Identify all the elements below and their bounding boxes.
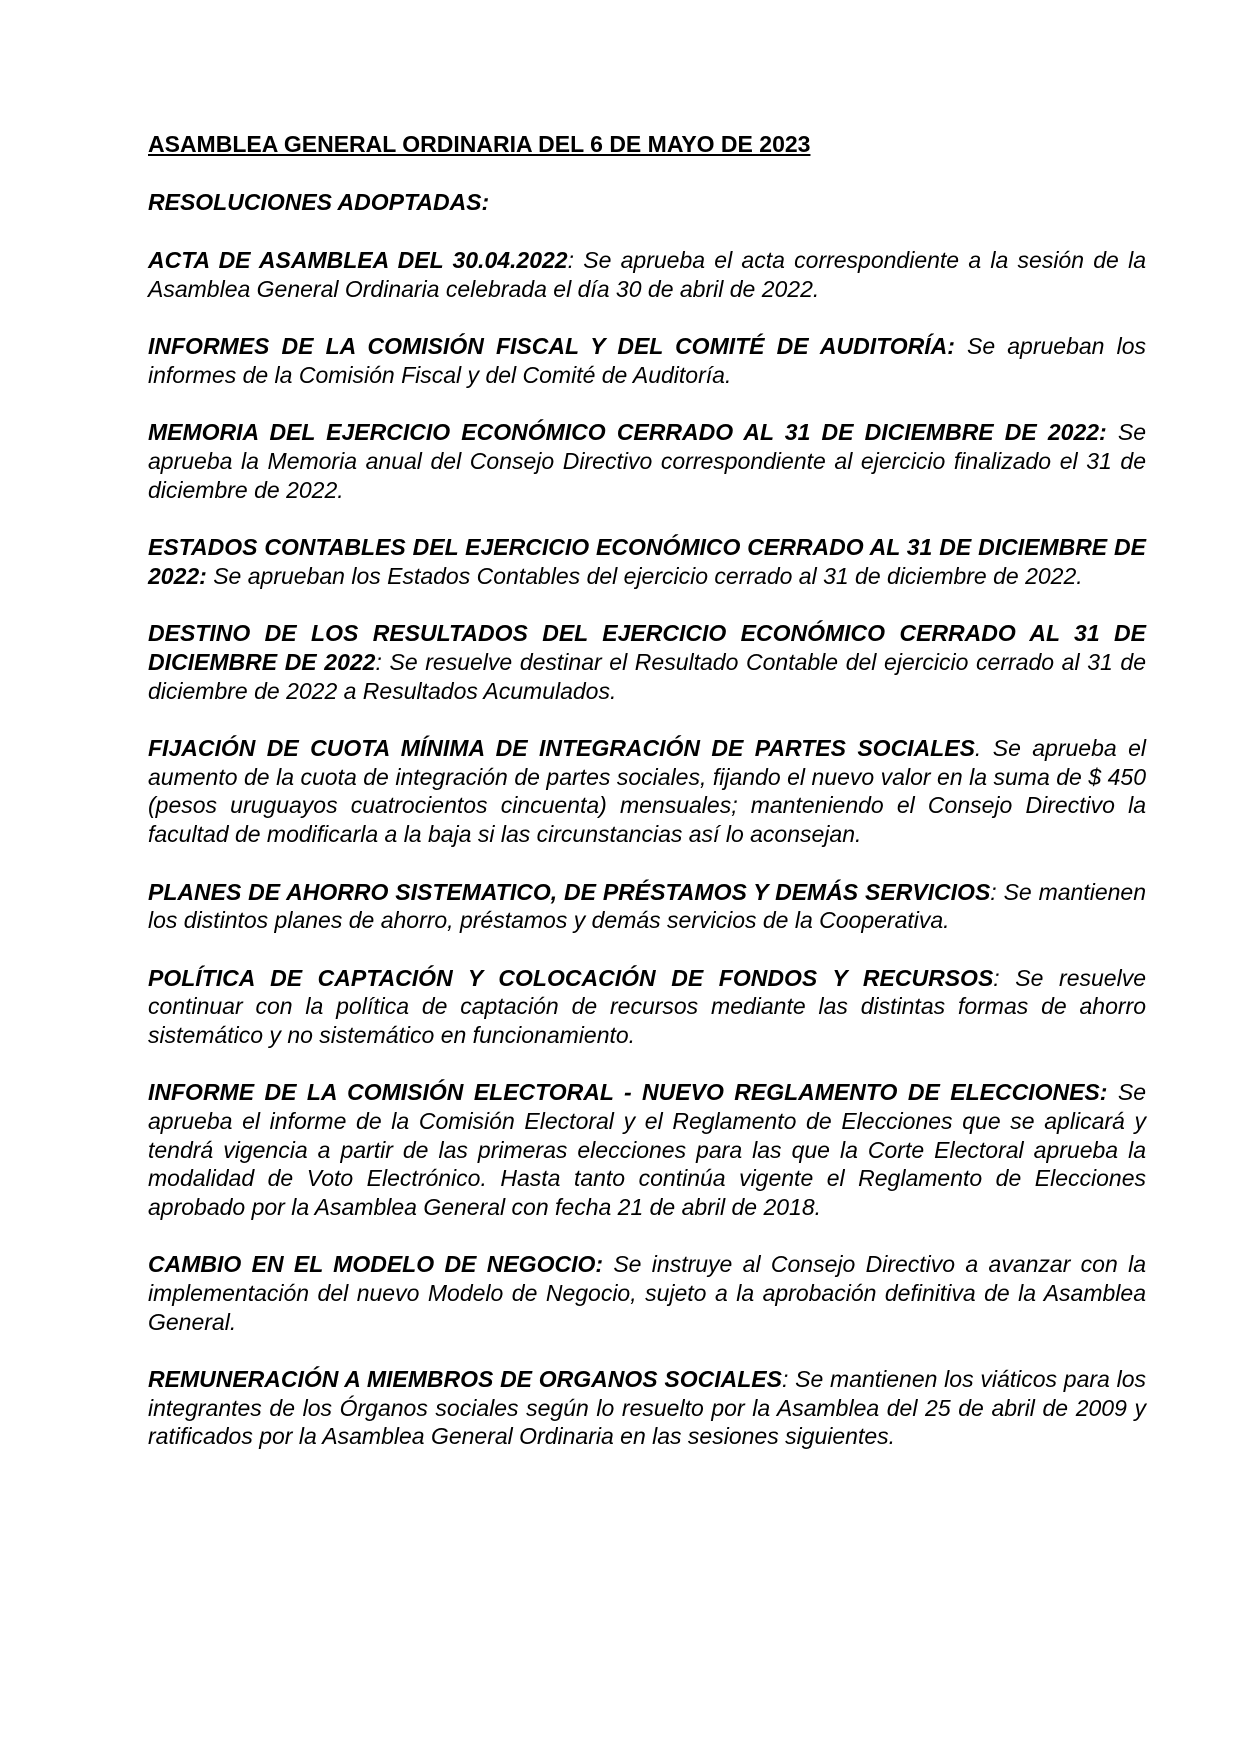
resolution-planes-ahorro: [148, 878, 1146, 935]
resolution-body: Se aprueban los Estados Contables del ejercicio cerrado al 31 de diciembre de 2022.: [206, 562, 1083, 589]
resolution-heading: REMUNERACIÓN A MIEMBROS DE ORGANOS SOCIALES: [148, 1366, 782, 1393]
resolution-memoria: [148, 418, 1146, 504]
resolution-comision-electoral: [148, 1078, 1146, 1221]
resolution-heading: INFORME DE LA COMISIÓN ELECTORAL - NUEVO REGLAMENTO DE ELECCIONES:: [148, 1079, 1108, 1106]
resolution-heading: ACTA DE ASAMBLEA DEL 30.04.2022: [148, 247, 568, 273]
document-page: [148, 130, 1146, 1480]
resolution-body: . Se aprueba el aumento de la cuota de integración de partes sociales, fijando el nuevo valor en la suma de $ 450 (pesos uruguayos cuatrocientos cincuenta) mensuales; manteniendo el Consejo Directivo la facultad de modificarla a la baja si las circunstancias así lo aconsejan.: [148, 735, 1146, 847]
resolution-body: Se aprueban los informes de la Comisión Fiscal y del Comité de Auditoría.: [148, 333, 1146, 388]
resolution-politica-captacion: [148, 964, 1146, 1050]
document-subtitle: RESOLUCIONES ADOPTADAS:: [148, 189, 490, 215]
resolution-heading: PLANES DE AHORRO SISTEMATICO, DE PRÉSTAMOS Y DEMÁS SERVICIOS: [148, 878, 991, 905]
resolution-modelo-negocio: [148, 1250, 1146, 1336]
resolution-estados-contables: [148, 533, 1146, 590]
resolution-body: : Se mantienen los viáticos para los integrantes de los Órganos sociales según lo resuelto por la Asamblea del 25 de abril de 2009 y ratificados por la Asamblea General Ordinaria en las sesiones siguientes.: [148, 1366, 1146, 1450]
resolution-destino-resultados: [148, 619, 1146, 705]
resolution-heading: CAMBIO EN EL MODELO DE NEGOCIO:: [148, 1251, 604, 1278]
resolution-heading: DESTINO DE LOS RESULTADOS DEL EJERCICIO ECONÓMICO CERRADO AL 31 DE DICIEMBRE DE 2022: [148, 620, 1146, 675]
document-title: ASAMBLEA GENERAL ORDINARIA DEL 6 DE MAYO DE 2023: [148, 131, 811, 157]
resolution-heading: FIJACIÓN DE CUOTA MÍNIMA DE INTEGRACIÓN DE PARTES SOCIALES: [148, 735, 975, 762]
resolution-body: Se instruye al Consejo Directivo a avanzar con la implementación del nuevo Modelo de Negocio, sujeto a la aprobación definitiva de la Asamblea General.: [148, 1251, 1146, 1335]
resolution-body: : Se mantienen los distintos planes de ahorro, préstamos y demás servicios de la Cooperativa.: [148, 878, 1146, 934]
resolution-body: : Se resuelve destinar el Resultado Contable del ejercicio cerrado al 31 de diciembre de 2022 a Resultados Acumulados.: [148, 648, 1146, 704]
resolution-informes: [148, 332, 1146, 389]
resolution-cuota-minima: [148, 734, 1146, 848]
resolution-acta: [148, 246, 1146, 303]
resolution-heading: POLÍTICA DE CAPTACIÓN Y COLOCACIÓN DE FONDOS Y RECURSOS: [148, 964, 994, 991]
resolution-body: Se aprueba la Memoria anual del Consejo Directivo correspondiente al ejercicio finalizado el 31 de diciembre de 2022.: [148, 419, 1146, 503]
resolution-body: Se aprueba el informe de la Comisión Electoral y el Reglamento de Elecciones que se aplicará y tendrá vigencia a partir de las primeras elecciones para las que la Corte Electoral aprueba la modalidad de Voto Electrónico. Hasta tanto continúa vigente el Reglamento de Elecciones aprobado por la Asamblea General con fecha 21 de abril de 2018.: [148, 1079, 1146, 1220]
resolution-remuneracion: [148, 1365, 1146, 1451]
resolution-heading: INFORMES DE LA COMISIÓN FISCAL Y DEL COMITÉ DE AUDITORÍA:: [148, 333, 955, 360]
resolution-heading: MEMORIA DEL EJERCICIO ECONÓMICO CERRADO AL 31 DE DICIEMBRE DE 2022:: [148, 419, 1107, 446]
resolution-heading: ESTADOS CONTABLES DEL EJERCICIO ECONÓMICO CERRADO AL 31 DE DICIEMBRE DE 2022:: [148, 534, 1146, 589]
resolution-body: : Se resuelve continuar con la política de captación de recursos mediante las distintas formas de ahorro sistemático y no sistemático en funcionamiento.: [148, 964, 1146, 1048]
resolution-body: : Se aprueba el acta correspondiente a la sesión de la Asamblea General Ordinaria celebrada el día 30 de abril de 2022.: [148, 247, 1146, 302]
